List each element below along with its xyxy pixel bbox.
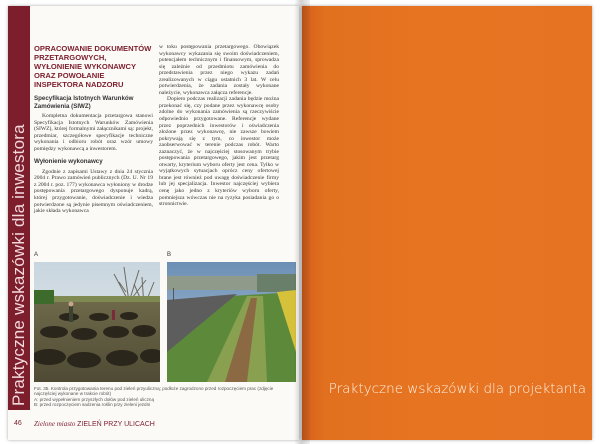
caption-line: Fot. 35. Kontrola przygotowania terenu pod zieleń przyuliczną; podłoże zagrodzono przed rozpoczęciem prac (zdjęcie najczęściej wykonane w trakcie robót) — [34, 386, 274, 397]
book-gutter — [294, 0, 310, 444]
page-footer — [8, 416, 299, 436]
text-column-2 — [159, 44, 279, 208]
paragraph: Kompletna dokumentacja przetargowa stanowi Specyfikacja Istotnych Warunków Zamówienia (SIWZ), której formalnymi załącznikami są: projekt, przedmiar, szczegółowe specyfikacje techniczne wykonania i odbioru robót oraz wzór umowy pomiędzy wykonawcą a inwestorem. — [34, 113, 153, 152]
image-label-b: B — [167, 252, 172, 258]
text-column-1 — [34, 44, 153, 215]
caption-line: A: przed wypełnieniem przyszłych dołów pod zieleń uliczną — [34, 396, 155, 402]
chapter-title: Praktyczne wskazówki dla projektanta — [328, 381, 586, 397]
series-title — [34, 420, 155, 428]
photo-a-image — [34, 262, 160, 382]
photo-a — [34, 262, 160, 382]
subheading-siwz: Specyfikacja Istotnych Warunków Zamówienia (SIWZ) — [34, 95, 134, 110]
page-number: 46 — [14, 420, 22, 427]
caption-line: B: przed rozpoczęciem sadzenia roślin przy zieleni jezdni — [34, 402, 151, 408]
left-page — [8, 6, 299, 440]
photo-b — [167, 262, 296, 382]
photo-caption — [34, 386, 296, 408]
paragraph: Zgodnie z zapisami Ustawy z dnia 24 stycznia 2004 r. Prawo zamówień publicznych (Dz. U. Nr 19 z 2004 r. poz. 177) wykonawca wyłoniony w drodze postępowania przetargowego dysponuje kadrą, której przygotowanie, doświadczenie i wiedza potwierdzone są jedynie pisemnym oświadczeniem, jakie składa wykonawca — [34, 168, 153, 215]
image-label-a: A — [34, 252, 39, 258]
subheading-wykonawca: Wyłonienie wykonawcy — [34, 158, 103, 166]
paragraph: Dopiero podczas realizacji zadania będzie można przekonać się, czy podane przez wykonawcę osoby zdolne do wykonania zamówienia są rzeczywiście odpowiednio przygotowane. Referencje wydane przez poprzednich inwestorów i oświadczenia złożone przez wykonawcę, nie zawsze bowiem pokrywają się z tym, co inwestor może zaobserwować w terenie podczas robót. Warto zaznaczyć, że w najczęściej stosowanym trybie postępowania przetargowego, jakim jest przetarg otwarty, kryterium wyboru oferty jest cena. Tylko w wyjątkowych sytuacjach oprócz ceny ofertowej brane jest również pod uwagę doświadczenie firmy lub jej specjalizacja. Inwestor najczęściej wybiera cenę jako jedno z kryteriów wyboru oferty, pomniejsza wówczas nie na ryzyka posiadania go o stronnictwie. — [159, 96, 279, 208]
series-title-italic: Zielone miasto — [34, 420, 76, 428]
sidebar-title: Praktyczne wskazówki dla inwestora — [9, 124, 28, 406]
right-page — [302, 6, 592, 440]
series-title-caps: ZIELEŃ PRZY ULICACH — [77, 421, 155, 428]
sidebar-band — [8, 6, 30, 410]
section-heading: OPRACOWANIE DOKUMENTÓW PRZETARGOWYCH, WYŁONIENIE WYKONAWCY ORAZ POWOŁANIE INSPEKTORA NADZORU — [34, 44, 152, 89]
photo-b-image — [167, 262, 296, 382]
paragraph: w toku postępowania przetargowego. Obowiązek wykonawcy wykazania się swoim doświadczeniem, potencjałem technicznym i finansowym, sprowadza się zależnie od przedmiotu zamówienia do przedstawienia przez niego wykazu zadań zrealizowanych w ciągu ostatnich 3 lat. W celu potwierdzenia, że zadania zostały wykonane należycie, wykonawca załącza referencje. — [159, 44, 279, 96]
